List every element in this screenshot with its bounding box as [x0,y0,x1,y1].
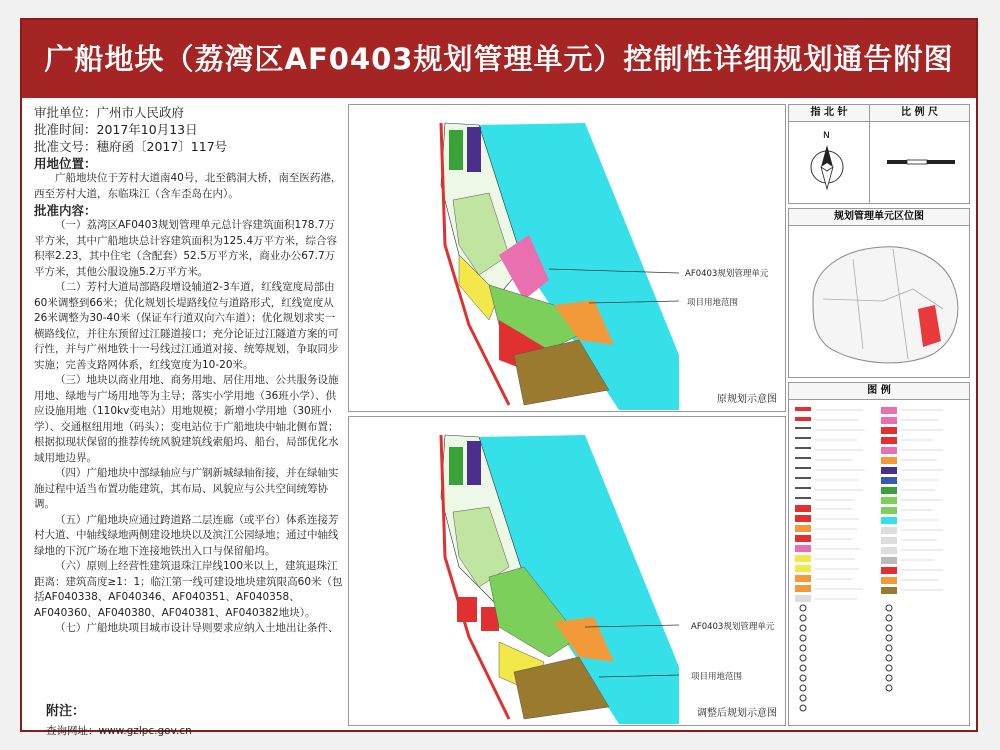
north-scale-box [788,104,970,204]
location-heading: 用地位置： [34,156,97,171]
paragraph-5: （五）广船地块应通过跨道路二层连廊（或平台）体系连接芳村大道、中轴线绿地两侧建设地块以及滨江公园绿地；通过中轴线绿地的下沉广场在地下连接地铁出入口与保留船坞。 [34,513,339,557]
original-plan-caption: 原规划示意图 [717,394,777,405]
approval-unit: 审批单位：广州市人民政府 [34,105,185,120]
original-plan-svg [349,105,785,411]
project-label-1: 项目用地范围 [687,298,739,308]
legend-box [788,382,970,726]
north-arrow-icon [807,141,847,191]
adjusted-plan-map [348,416,786,726]
scale-heading: 比 例 尺 [870,105,969,122]
north-letter: N [823,131,830,141]
unit-label-2: AF0403规划管理单元 [691,622,775,632]
location-map-svg [793,229,965,373]
page-title: 广船地块（荔湾区AF0403规划管理单元）控制性详细规划通告附图 [44,42,954,76]
title-bar [22,20,976,98]
text-panel [34,104,344,737]
north-heading: 指 北 针 [789,105,870,122]
green-plot [449,130,463,170]
poster-frame [20,18,978,737]
scale-bar-icon [885,155,961,169]
paragraph-3: （三）地块以商业用地、商务用地、居住用地、公共服务设施用地、绿地与广场用地等为主导；落实小学用地（36班小学）、供应设施用地（110kv变电站）用地规模；新增小学用地（30班小学）、交通枢纽用地（码头）；变电站位于广船地块中轴北侧布置；根据拟现状保留的推荐传统风貌建筑线索船坞、船台，局部优化水域用地边界。 [34,374,339,464]
unit-label-1: AF0403规划管理单元 [685,269,769,279]
right-panel [788,104,968,724]
approval-time: 批准时间：2017年10月13日 [34,122,198,137]
location-text: 广船地块位于芳村大道南40号，北至鹤洞大桥，南至医药港，西至芳村大道，东临珠江（含车歪岛在内）。 [34,172,342,200]
paragraph-7: （七）广船地块项目城市设计导则要求应纳入土地出让条件、 [55,622,339,634]
purple-plot-2 [467,441,481,485]
paragraph-1: （一）荔湾区AF0403规划管理单元总计容建筑面积178.7万平方米，其中广船地块总计容建筑面积为125.4万平方米，综合容积率2.23，其中住宅（含配套）52.5万平方米，商业办公67.7万平方米，其他公服设施5.2万平方米。 [34,219,338,278]
original-plan-map [348,104,786,412]
legend-text-placeholders [815,410,943,599]
query-url: 查询网址：www.gzlpc.gov.cn [46,725,192,737]
paragraph-6: （六）原则上经营性建筑退珠江岸线100米以上，建筑退珠江距离：建筑高度≥1：1；临江第一线可建设地块建筑限高60米（包括AF040338、AF040346、AF040351、AF040358、AF040360、AF040380、AF040381、AF040382地块）。 [34,560,343,619]
project-label-2: 项目用地范围 [691,672,743,682]
adjusted-plan-caption: 调整后规划示意图 [697,708,777,719]
legend-svg [793,405,965,723]
location-map-box [788,208,970,378]
approval-doc: 批准文号：穗府函〔2017〕117号 [34,139,228,154]
legend-left-column [795,407,811,711]
location-heading: 规划管理单元区位图 [789,209,969,226]
paragraph-4: （四）广船地块中部绿轴应与广钢新城绿轴衔接，并在绿轴实施过程中适当布置功能建筑，其布局、风貌应与公共空间统筹协调。 [34,467,339,510]
purple-plot [467,127,481,172]
note-heading: 附注： [46,704,86,719]
content-heading: 批准内容： [34,203,97,218]
paragraph-2: （二）芳村大道局部路段增设辅道2-3车道，红线宽度局部由60米调整到66米；优化规划长堤路线位与道路形式，红线宽度从26米调整为30-40米（保证车行道双向六车道）；优化规划求实一横路线位，并往东预留过江隧道接口；充分论证过江隧道方案的可行性，并与广州地铁十一号线过江通道对接、统筹规划，争取同步实施；完善支路网体系，红线宽度为10-20米。 [34,281,339,371]
legend-right-column [881,407,897,691]
green-plot-2 [449,447,463,485]
legend-heading: 图 例 [789,383,969,400]
box-divider [869,105,870,203]
